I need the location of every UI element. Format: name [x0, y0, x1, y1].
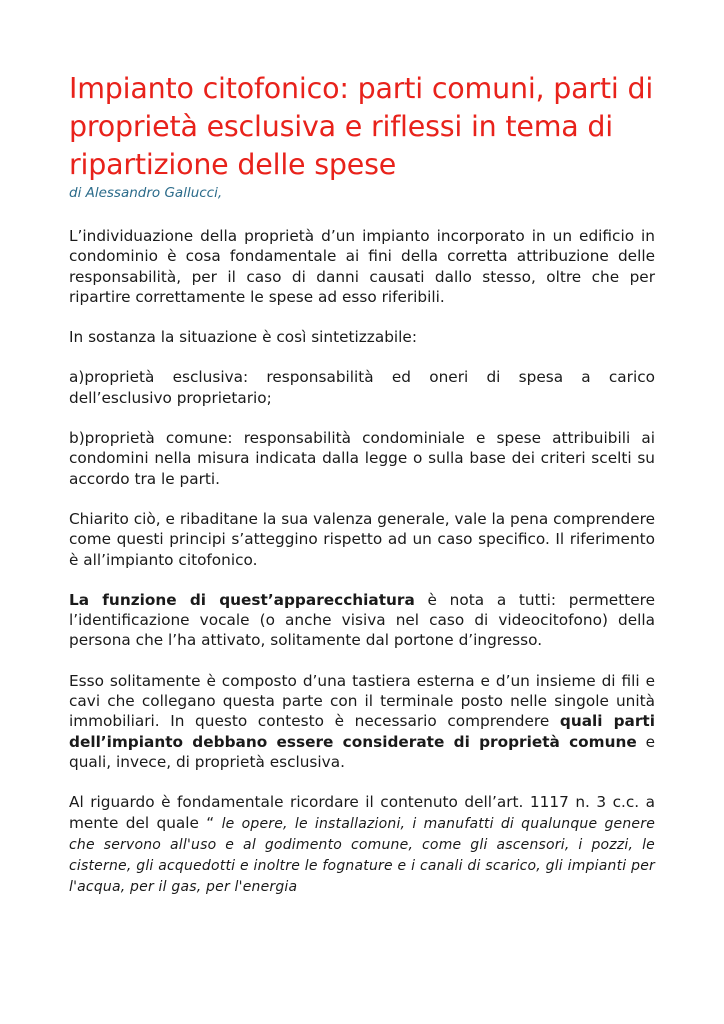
paragraph-function — [69, 590, 655, 651]
composition-text-start: Esso solitamente è composto d’una tastiera esterna e d’un insieme di fili e cavi che collegano questa parte con il terminale posto nelle singole unità immobiliari. In questo contesto è necessario comprendere — [69, 671, 655, 731]
article-text: Al riguardo è fondamentale ricordare il contenuto dell’art. 1117 n. 3 c.c. a mente del quale “ — [69, 793, 655, 832]
paragraph-article-1117 — [69, 792, 655, 897]
author-byline: di Alessandro Gallucci, — [69, 185, 223, 201]
document-title: Impianto citofonico: parti comuni, parti di proprietà esclusiva e riflessi in tema di ripartizione delle spese — [69, 72, 654, 181]
composition-bold-text: quali parti dell’impianto debbano essere considerate di proprietà comune — [69, 712, 655, 751]
article-quote: le opere, le installazioni, i manufatti di qualunque genere che servono all'uso e al godimento comune, come gli ascensori, i pozzi, le cisterne, gli acquedotti e inoltre le fognature e i canali di scarico, gli impianti per l'acqua, per il gas, per l'energia — [69, 815, 656, 896]
paragraph-intro: L’individuazione della proprietà d’un impianto incorporato in un edificio in condominio è cosa fondamentale ai fini della corretta attribuzione delle responsabilità, per il caso di danni causati dallo stesso, oltre che per ripartire correttamente le spese ad esso riferibili. — [69, 227, 655, 306]
paragraph-exclusive-property: a)proprietà esclusiva: responsabilità ed oneri di spesa a carico dell’esclusivo proprietario; — [69, 368, 655, 407]
paragraph-clarification: Chiarito ciò, e ribaditane la sua valenza generale, vale la pena comprendere come questi principi s’atteggino rispetto ad un caso specifico. Il riferimento è all’impianto citofonico. — [69, 509, 655, 569]
paragraph-common-property: b)proprietà comune: responsabilità condominiale e spese attribuibili ai condomini nella misura indicata dalla legge o sulla base dei criteri scelti su accordo tra le parti. — [69, 429, 655, 488]
function-bold-text: La funzione di quest’apparecchiatura — [69, 590, 415, 609]
paragraph-composition — [69, 671, 655, 772]
composition-text-end: e quali, invece, di proprietà esclusiva. — [69, 732, 655, 771]
paragraph-summary: In sostanza la situazione è così sintetizzabile: — [69, 328, 417, 347]
function-text: è nota a tutti: permettere l’identificazione vocale (o anche visiva nel caso di videocitofono) della persona che l’ha attivato, solitamente dal portone d’ingresso. — [69, 590, 655, 650]
